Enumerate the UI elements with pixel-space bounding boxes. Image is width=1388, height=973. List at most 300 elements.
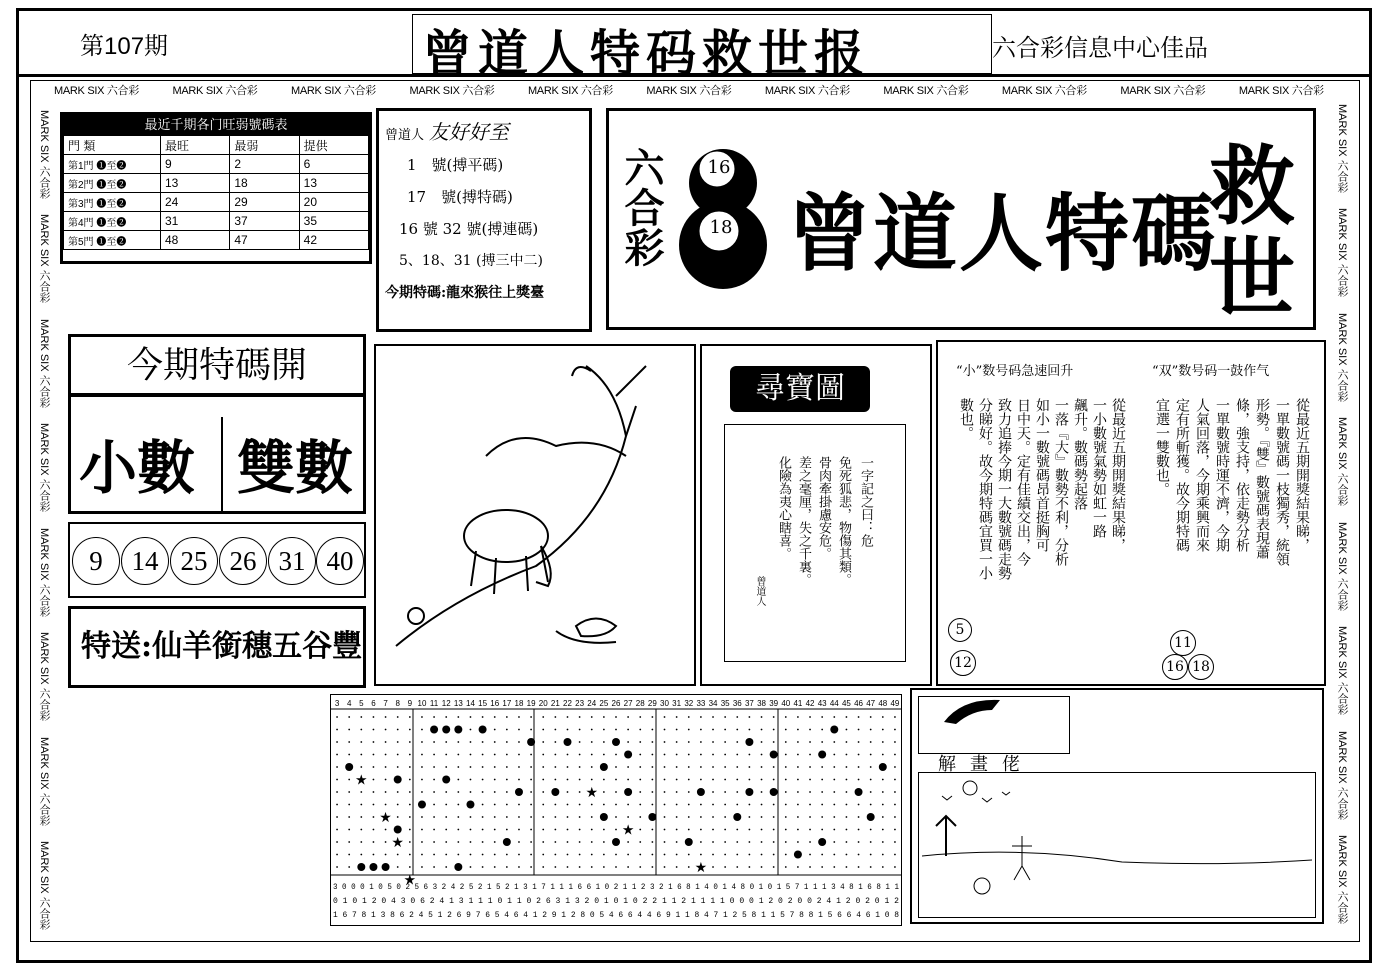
analysis-col: 一單數號碼一枝獨秀，統領 bbox=[1274, 398, 1290, 566]
high-cell: 24 bbox=[161, 193, 230, 212]
grid-dot bbox=[882, 866, 884, 868]
number-ball: 31 bbox=[268, 537, 316, 585]
strip-logo: MARK SIX 六合彩 bbox=[290, 85, 376, 97]
table-row bbox=[64, 174, 369, 193]
strip-logo: MARK SIX 六合彩 bbox=[1336, 835, 1348, 924]
grid-header-number: 48 bbox=[878, 699, 888, 708]
strip-logo: MARK SIX 六合彩 bbox=[1336, 104, 1348, 193]
grid-dot bbox=[894, 766, 896, 768]
door-cell: 第3門 ❶至❷ bbox=[64, 193, 161, 212]
trend-grid-box bbox=[330, 694, 902, 926]
grid-dot bbox=[470, 716, 472, 718]
low-cell: 18 bbox=[230, 174, 299, 193]
grid-dot bbox=[724, 779, 726, 781]
grid-dot bbox=[579, 791, 581, 793]
grid-dot bbox=[603, 741, 605, 743]
grid-dot bbox=[785, 754, 787, 756]
grid-header-number: 43 bbox=[817, 699, 827, 708]
grid-dot bbox=[494, 804, 496, 806]
grid-dot bbox=[518, 754, 520, 756]
sun bbox=[963, 781, 977, 795]
number-ball: 14 bbox=[121, 537, 169, 585]
grid-mark bbox=[697, 788, 705, 796]
grid-dot bbox=[797, 766, 799, 768]
hand-shape bbox=[944, 700, 1000, 724]
grid-dot bbox=[494, 841, 496, 843]
grid-dot bbox=[627, 729, 629, 731]
grid-dot bbox=[457, 716, 459, 718]
grid-dot bbox=[457, 854, 459, 856]
grid-dot bbox=[348, 804, 350, 806]
grid-dot bbox=[336, 816, 338, 818]
grid-dot bbox=[615, 866, 617, 868]
grid-dot bbox=[736, 716, 738, 718]
grid-dot bbox=[360, 754, 362, 756]
grid-dot bbox=[470, 841, 472, 843]
grid-dot bbox=[688, 779, 690, 781]
grid-dot bbox=[554, 779, 556, 781]
grid-header-number: 39 bbox=[769, 699, 779, 708]
grid-dot bbox=[421, 729, 423, 731]
grid-dot bbox=[724, 766, 726, 768]
grid-header-number: 26 bbox=[611, 699, 621, 708]
grid-dot bbox=[749, 841, 751, 843]
gift-text: 特送:仙羊銜穗五谷豐 bbox=[81, 629, 363, 664]
treasure-sign: 曾道人 bbox=[754, 576, 765, 606]
grid-dot bbox=[433, 716, 435, 718]
right-strip bbox=[1334, 104, 1350, 924]
grid-dot bbox=[615, 754, 617, 756]
grid-dot bbox=[506, 791, 508, 793]
grid-mark bbox=[515, 788, 523, 796]
grid-dot bbox=[870, 804, 872, 806]
grid-dot bbox=[688, 729, 690, 731]
grid-dot bbox=[457, 841, 459, 843]
grid-dot bbox=[591, 729, 593, 731]
grid-dot bbox=[676, 779, 678, 781]
grid-dot bbox=[348, 841, 350, 843]
grid-dot bbox=[385, 779, 387, 781]
grid-dot bbox=[542, 829, 544, 831]
grid-dot bbox=[773, 716, 775, 718]
grid-dot bbox=[433, 829, 435, 831]
grid-dot bbox=[482, 816, 484, 818]
grid-dot bbox=[506, 729, 508, 731]
grid-dot bbox=[591, 754, 593, 756]
grid-dot bbox=[833, 779, 835, 781]
open-title-box bbox=[68, 334, 366, 396]
grid-dot bbox=[761, 829, 763, 831]
grid-dot bbox=[373, 841, 375, 843]
grid-header-number: 18 bbox=[514, 699, 524, 708]
grid-dot bbox=[433, 791, 435, 793]
grid-dot bbox=[736, 779, 738, 781]
number-ball: 26 bbox=[219, 537, 267, 585]
grid-dot bbox=[688, 816, 690, 818]
grid-dot bbox=[591, 766, 593, 768]
grid-mark bbox=[612, 738, 620, 746]
grid-dot bbox=[797, 729, 799, 731]
grid-dot bbox=[712, 716, 714, 718]
grid-dot bbox=[470, 816, 472, 818]
grid-dot bbox=[664, 791, 666, 793]
grid-dot bbox=[785, 816, 787, 818]
table-row bbox=[64, 212, 369, 231]
grid-dot bbox=[373, 791, 375, 793]
banner-box bbox=[606, 108, 1316, 330]
grid-dot bbox=[336, 841, 338, 843]
grid-dot bbox=[542, 716, 544, 718]
grid-dot bbox=[639, 804, 641, 806]
grid-dot bbox=[870, 854, 872, 856]
treasure-col: 差之毫厘，失之千裏。 bbox=[796, 456, 811, 586]
grid-dot bbox=[712, 791, 714, 793]
grid-dot bbox=[676, 729, 678, 731]
grid-dot bbox=[421, 791, 423, 793]
banner-right-bottom: 世 bbox=[1209, 228, 1295, 329]
grid-mark bbox=[527, 738, 535, 746]
grid-dot bbox=[809, 729, 811, 731]
grid-dot bbox=[518, 779, 520, 781]
grid-dot bbox=[567, 766, 569, 768]
high-cell: 48 bbox=[161, 231, 230, 250]
grid-dot bbox=[530, 766, 532, 768]
grid-dot bbox=[542, 841, 544, 843]
grid-dot bbox=[821, 804, 823, 806]
grid-dot bbox=[542, 804, 544, 806]
grid-dot bbox=[700, 754, 702, 756]
grid-header-number: 6 bbox=[371, 699, 376, 708]
table-row bbox=[64, 193, 369, 212]
grid-dot bbox=[542, 816, 544, 818]
grid-dot bbox=[373, 816, 375, 818]
grid-dot bbox=[724, 854, 726, 856]
grid-dot bbox=[554, 841, 556, 843]
grid-dot bbox=[809, 841, 811, 843]
grid-dot bbox=[360, 766, 362, 768]
grid-dot bbox=[409, 766, 411, 768]
grid-dot bbox=[457, 779, 459, 781]
tip-line: 1 號(搏平碼) bbox=[407, 156, 504, 174]
grid-header-number: 3 bbox=[334, 699, 340, 708]
grid-dot bbox=[385, 729, 387, 731]
grid-dot bbox=[651, 866, 653, 868]
grid-header-number: 12 bbox=[441, 699, 451, 708]
grid-dot bbox=[591, 854, 593, 856]
grid-dot bbox=[894, 829, 896, 831]
grid-dot bbox=[882, 829, 884, 831]
grid-dot bbox=[846, 716, 848, 718]
tips-box bbox=[376, 108, 592, 332]
grid-dot bbox=[530, 854, 532, 856]
grid-dot bbox=[360, 716, 362, 718]
grid-dot bbox=[530, 791, 532, 793]
grid-dot bbox=[773, 804, 775, 806]
grid-dot bbox=[360, 791, 362, 793]
grid-dot bbox=[336, 716, 338, 718]
grid-dot bbox=[591, 866, 593, 868]
grid-dot bbox=[433, 754, 435, 756]
strip-logo: MARK SIX 六合彩 bbox=[764, 85, 850, 97]
grid-dot bbox=[627, 841, 629, 843]
analysis-left-text bbox=[956, 398, 1127, 668]
grid-dot bbox=[348, 791, 350, 793]
analysis-col: 條，強支持，依走勢分析 bbox=[1234, 398, 1250, 552]
grid-dot bbox=[882, 779, 884, 781]
grid-header-number: 20 bbox=[538, 699, 548, 708]
strip-logo: MARK SIX 六合彩 bbox=[38, 841, 50, 930]
grid-mark bbox=[442, 776, 450, 784]
grid-dot bbox=[724, 841, 726, 843]
grid-dot bbox=[348, 829, 350, 831]
grid-mark bbox=[394, 826, 402, 834]
grid-dot bbox=[542, 729, 544, 731]
grid-dot bbox=[676, 866, 678, 868]
grid-dot bbox=[639, 766, 641, 768]
grid-dot bbox=[457, 829, 459, 831]
grid-header-number: 16 bbox=[490, 699, 500, 708]
grid-dot bbox=[409, 791, 411, 793]
grid-dot bbox=[664, 829, 666, 831]
grid-dot bbox=[761, 791, 763, 793]
grid-dot bbox=[373, 754, 375, 756]
door-cell: 第4門 ❶至❷ bbox=[64, 212, 161, 231]
grid-dot bbox=[870, 829, 872, 831]
grid-dot bbox=[797, 741, 799, 743]
grid-dot bbox=[639, 716, 641, 718]
grid-dot bbox=[445, 816, 447, 818]
grid-dot bbox=[554, 741, 556, 743]
grid-dot bbox=[579, 729, 581, 731]
grid-dot bbox=[373, 829, 375, 831]
grid-header-number: 46 bbox=[854, 699, 864, 708]
grid-dot bbox=[664, 779, 666, 781]
give-cell: 35 bbox=[299, 212, 368, 231]
grid-dot bbox=[712, 754, 714, 756]
strip-logo: MARK SIX 六合彩 bbox=[1336, 417, 1348, 507]
grid-mark bbox=[563, 738, 571, 746]
grid-mark bbox=[369, 863, 377, 871]
grid-dot bbox=[651, 841, 653, 843]
grid-dot bbox=[603, 729, 605, 731]
grid-dot bbox=[846, 829, 848, 831]
analysis-col: 飆升。數碼勢起落 bbox=[1072, 398, 1088, 510]
analysis-right-text bbox=[1152, 398, 1312, 668]
grid-dot bbox=[494, 766, 496, 768]
open-result-box bbox=[68, 394, 366, 514]
grid-dot bbox=[409, 866, 411, 868]
strip-logo: MARK SIX 六合彩 bbox=[38, 110, 50, 199]
grid-dot bbox=[833, 841, 835, 843]
grid-dot bbox=[785, 791, 787, 793]
analysis-col: 形勢。『雙』數號碼表現蕭 bbox=[1254, 398, 1270, 559]
grid-dot bbox=[761, 854, 763, 856]
grid-dot bbox=[470, 729, 472, 731]
grid-dot bbox=[639, 791, 641, 793]
analysis-col: 如小一數號碼昂首挺胸可 bbox=[1034, 398, 1050, 552]
grid-dot bbox=[615, 766, 617, 768]
grid-dot bbox=[615, 729, 617, 731]
grid-dot bbox=[833, 716, 835, 718]
grid-header-number: 35 bbox=[720, 699, 730, 708]
grid-dot bbox=[712, 816, 714, 818]
grid-dot bbox=[518, 729, 520, 731]
grid-dot bbox=[712, 854, 714, 856]
grid-dot bbox=[457, 741, 459, 743]
grid-dot bbox=[397, 854, 399, 856]
grid-header-number: 13 bbox=[453, 699, 463, 708]
circle-x bbox=[974, 878, 990, 894]
grid-dot bbox=[858, 841, 860, 843]
grid-dot bbox=[676, 741, 678, 743]
grid-mark bbox=[442, 726, 450, 734]
grid-header-number: 37 bbox=[744, 699, 754, 708]
left-strip bbox=[36, 110, 52, 930]
grid-dot bbox=[494, 791, 496, 793]
grid-star: ★ bbox=[621, 822, 635, 839]
grid-dot bbox=[615, 816, 617, 818]
grid-dot bbox=[615, 716, 617, 718]
grid-dot bbox=[603, 866, 605, 868]
grid-dot bbox=[676, 791, 678, 793]
grid-dot bbox=[894, 779, 896, 781]
door-cell: 第5門 ❶至❷ bbox=[64, 231, 161, 250]
high-cell: 9 bbox=[161, 155, 230, 174]
grid-dot bbox=[397, 804, 399, 806]
rabbit bbox=[576, 619, 616, 637]
grid-dot bbox=[421, 754, 423, 756]
grid-dot bbox=[433, 779, 435, 781]
grid-dot bbox=[385, 754, 387, 756]
treasure-box bbox=[700, 344, 932, 686]
analysis-col: 分睇好。故今期特碼宜買一小 bbox=[977, 398, 993, 580]
strip-logo: MARK SIX 六合彩 bbox=[883, 85, 969, 97]
grid-count-row: 0 1 0 1 2 0 4 3 0 6 2 4 1 3 1 1 1 0 1 1 0 2 6 3 1 3 2 0 1 0 1 0 2 2 1 1 2 1 1 1 1 0 0 0 1 2 0 2 0 0 2 4 1 2 0 2 0 1 2 bbox=[333, 896, 899, 906]
grid-header-number: 14 bbox=[466, 699, 475, 708]
grid-dot bbox=[506, 804, 508, 806]
grid-dot bbox=[773, 841, 775, 843]
grid-dot bbox=[554, 854, 556, 856]
grid-dot bbox=[785, 779, 787, 781]
grid-dot bbox=[761, 754, 763, 756]
grid-dot bbox=[530, 729, 532, 731]
grid-dot bbox=[894, 841, 896, 843]
grid-mark bbox=[818, 838, 826, 846]
grid-dot bbox=[591, 841, 593, 843]
grid-dot bbox=[785, 854, 787, 856]
grid-mark bbox=[382, 863, 390, 871]
grid-dot bbox=[409, 754, 411, 756]
strip-logo: MARK SIX 六合彩 bbox=[1336, 521, 1348, 611]
grid-dot bbox=[773, 741, 775, 743]
grid-dot bbox=[700, 816, 702, 818]
grid-dot bbox=[506, 741, 508, 743]
grid-dot bbox=[688, 854, 690, 856]
grid-dot bbox=[348, 754, 350, 756]
grid-dot bbox=[336, 804, 338, 806]
grid-dot bbox=[457, 754, 459, 756]
grid-dot bbox=[542, 754, 544, 756]
column-header: 最旺 bbox=[161, 136, 230, 155]
grid-dot bbox=[445, 716, 447, 718]
grid-dot bbox=[809, 779, 811, 781]
analysis-head-right: “双”数号码一鼓作气 bbox=[1152, 364, 1270, 379]
grid-dot bbox=[603, 854, 605, 856]
grid-star: ★ bbox=[403, 872, 417, 889]
grid-dot bbox=[482, 766, 484, 768]
grid-dot bbox=[494, 779, 496, 781]
grid-dot bbox=[761, 716, 763, 718]
grid-dot bbox=[736, 741, 738, 743]
grid-dot bbox=[627, 866, 629, 868]
grid-dot bbox=[579, 829, 581, 831]
strip-logo: MARK SIX 六合彩 bbox=[1120, 85, 1206, 97]
give-cell: 20 bbox=[299, 193, 368, 212]
grid-dot bbox=[506, 829, 508, 831]
grid-dot bbox=[700, 766, 702, 768]
grid-dot bbox=[712, 866, 714, 868]
grid-dot bbox=[397, 866, 399, 868]
grid-dot bbox=[785, 829, 787, 831]
grid-dot bbox=[445, 791, 447, 793]
grid-dot bbox=[676, 754, 678, 756]
grid-dot bbox=[809, 854, 811, 856]
grid-mark bbox=[818, 751, 826, 759]
grid-dot bbox=[736, 754, 738, 756]
grid-dot bbox=[360, 816, 362, 818]
grid-dot bbox=[518, 841, 520, 843]
grid-dot bbox=[870, 841, 872, 843]
grid-header-number: 21 bbox=[550, 699, 560, 708]
tree bbox=[936, 816, 956, 856]
grid-dot bbox=[385, 716, 387, 718]
grid-dot bbox=[530, 841, 532, 843]
grid-dot bbox=[761, 729, 763, 731]
analysis-head-left: “小”数号码急速回升 bbox=[956, 364, 1074, 379]
grid-dot bbox=[482, 779, 484, 781]
grid-dot bbox=[821, 741, 823, 743]
grid-dot bbox=[542, 854, 544, 856]
grid-dot bbox=[651, 754, 653, 756]
grid-dot bbox=[336, 829, 338, 831]
grid-dot bbox=[894, 816, 896, 818]
treasure-col: 免死狐悲，物傷其類。 bbox=[836, 456, 851, 586]
table-row bbox=[64, 155, 369, 174]
grid-dot bbox=[809, 766, 811, 768]
grid-header-number: 30 bbox=[660, 699, 669, 708]
analysis-col: 致力追捧今期一大數號碼走勢 bbox=[996, 398, 1012, 580]
grid-header-number: 44 bbox=[829, 699, 839, 708]
grid-header-number: 24 bbox=[587, 699, 597, 708]
grid-dot bbox=[639, 829, 641, 831]
grid-dot bbox=[870, 716, 872, 718]
grid-dot bbox=[700, 854, 702, 856]
grid-dot bbox=[360, 804, 362, 806]
grid-dot bbox=[639, 729, 641, 731]
grid-dot bbox=[664, 766, 666, 768]
grid-dot bbox=[336, 729, 338, 731]
grid-dot bbox=[409, 829, 411, 831]
grid-dot bbox=[482, 854, 484, 856]
tips-heading-script: 友好好至 bbox=[428, 120, 509, 144]
grid-dot bbox=[554, 866, 556, 868]
grid-header-number: 40 bbox=[781, 699, 791, 708]
grid-dot bbox=[736, 841, 738, 843]
strip-logo: MARK SIX 六合彩 bbox=[1001, 85, 1087, 97]
grid-dot bbox=[518, 804, 520, 806]
grid-dot bbox=[397, 754, 399, 756]
analysis-col: 一單數號時運不濟，今期 bbox=[1214, 398, 1230, 552]
